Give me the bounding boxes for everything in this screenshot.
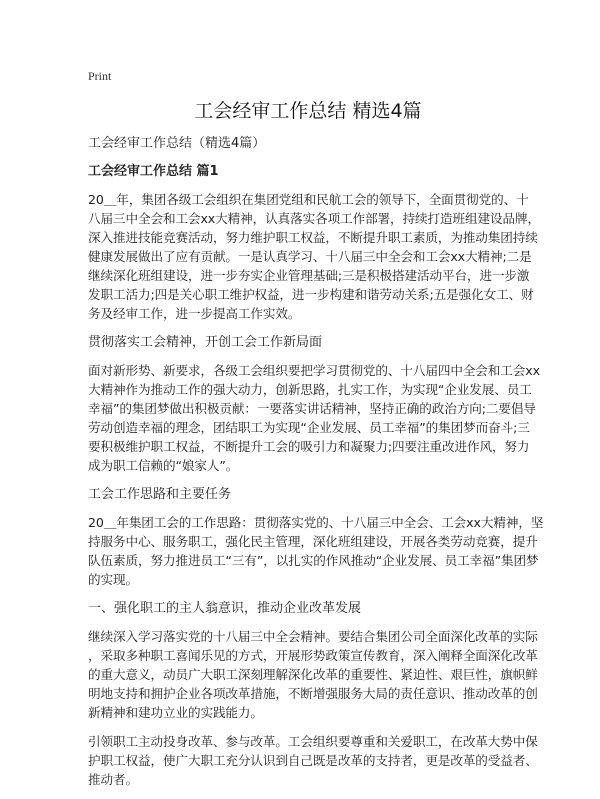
paragraph-line: 成为职工信赖的“娘家人”。 — [88, 458, 239, 473]
paragraph-line: 20＿年，集团各级工会组织在集团党组和民航工会的领导下，全面贯彻党的、十 — [88, 192, 529, 207]
paragraph-line: 队伍素质，努力推进员工“三有”，以扎实的作风推动“企业发展、员工幸福”集团梦 — [88, 553, 539, 568]
paragraph-line: 引领职工主动投身改革、参与改革。工会组织要尊重和关爱职工，在改革大势中保 — [88, 734, 538, 749]
paragraph — [88, 361, 540, 475]
document-body — [88, 190, 544, 789]
paragraph-line: 发职工活力;四是关心职工维护权益，进一步构建和谐劳动关系;五是强化女工、财 — [88, 287, 534, 302]
print-label: Print — [88, 69, 112, 83]
paragraph-line: 继续深入学习落实党的十八届三中全会精神。要结合集团公司全面深化改革的实际 — [88, 629, 538, 644]
paragraph-line: 推动者。 — [88, 772, 138, 787]
document-subtitle: 工会经审工作总结（精选4篇） — [88, 136, 266, 151]
paragraph-line: 明地支持和拥护企业各项改革措施，不断增强服务大局的责任意识、推动改革的创 — [88, 686, 538, 701]
paragraph-line: 幸福”的集团梦做出积极贡献：一要落实讲话精神，坚持正确的政治方向;二要倡导 — [88, 401, 536, 416]
paragraph-line: 面对新形势、新要求，各级工会组织要把学习贯彻党的、十八届四中全会和工会xx — [88, 363, 540, 378]
subheading: 工会工作思路和主要任务 — [88, 487, 232, 502]
subheading: 贯彻落实工会精神，开创工会工作新局面 — [88, 335, 323, 350]
paragraph-line: 护职工权益，使广大职工充分认识到自己既是改革的支持者，更是改革的受益者、 — [88, 753, 538, 768]
paragraph — [88, 732, 538, 789]
paragraph — [88, 627, 538, 722]
subheading: 一、强化职工的主人翁意识，推动企业改革发展 — [88, 601, 362, 616]
paragraph-line: ，采取多种职工喜闻乐见的方式，开展形势政策宣传教育，深入阐释全面深化改革 — [88, 648, 538, 663]
paragraph-line: 务及经审工作，进一步提高工作实效。 — [88, 306, 301, 321]
paragraph-line: 要积极维护职工权益，不断提升工会的吸引力和凝聚力;四要注重改进作风，努力 — [88, 439, 530, 454]
paragraph-line: 大精神作为推动工作的强大动力，创新思路，扎实工作，为实现“企业发展、员工 — [88, 382, 532, 397]
section-heading: 工会经审工作总结 篇1 — [88, 164, 219, 179]
paragraph-line: 持服务中心、服务职工，强化民主管理，深化班组建设，开展各类劳动竞赛，提升 — [88, 534, 538, 549]
paragraph — [88, 513, 544, 589]
document-page — [88, 68, 544, 799]
paragraph-line: 深入推进技能竞赛活动，努力维护职工权益，不断提升职工素质，为推动集团持续 — [88, 230, 538, 245]
paragraph-line: 健康发展做出了应有贡献。一是认真学习、十八届三中全会和工会xx大精神;二是 — [88, 249, 532, 264]
paragraph-line: 的重大意义，动员广大职工深刻理解深化改革的重要性、紧迫性、艰巨性，旗帜鲜 — [88, 667, 538, 682]
paragraph-line: 继续深化班组建设，进一步夯实企业管理基础;三是积极搭建活动平台，进一步激 — [88, 268, 530, 283]
document-title: 工会经审工作总结 精选4篇 — [194, 100, 422, 122]
paragraph-line: 八届三中全会和工会xx大精神，认真落实各项工作部署，持续打造班组建设品牌， — [88, 211, 540, 226]
paragraph-line: 新精神和建功立业的实践能力。 — [88, 705, 263, 720]
paragraph — [88, 190, 540, 323]
paragraph-line: 的实现。 — [88, 572, 138, 587]
paragraph-line: 20＿年集团工会的工作思路：贯彻落实党的、十八届三中全会、工会xx大精神，坚 — [88, 515, 544, 530]
paragraph-line: 劳动创造幸福的理念，团结职工为实现“企业发展、员工幸福”的集团梦而奋斗;三 — [88, 420, 530, 435]
